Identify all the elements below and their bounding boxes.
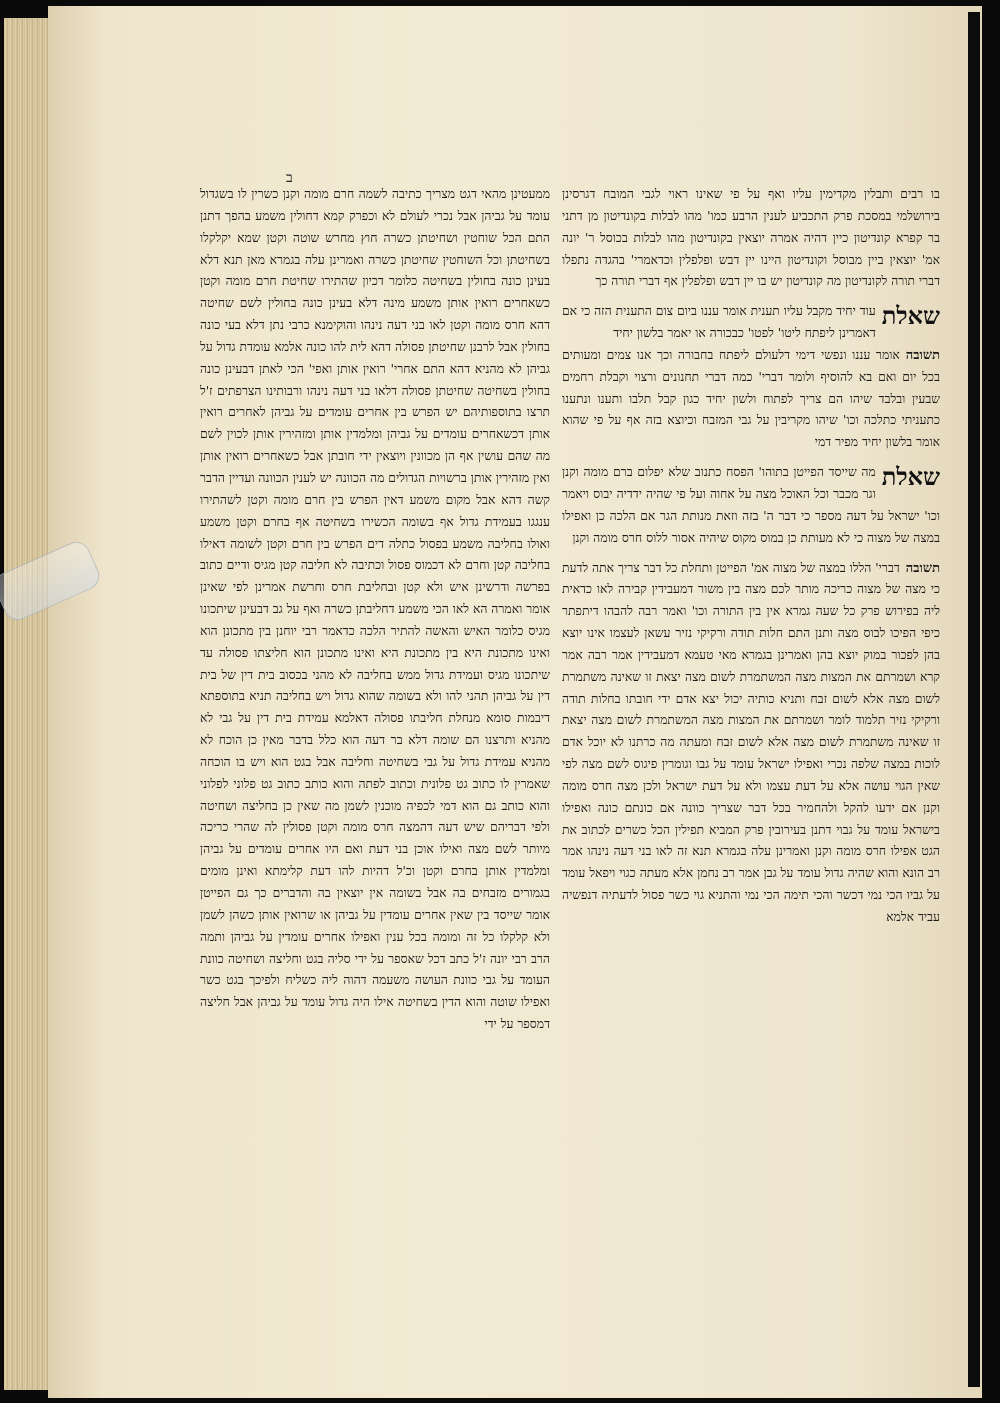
page-number: ב <box>286 170 293 186</box>
question-block <box>562 462 940 549</box>
right-column <box>562 184 940 1154</box>
page-flag <box>968 12 980 1387</box>
question-heading: שאלת <box>881 462 940 492</box>
left-column <box>200 184 550 1154</box>
answer-heading: תשובה <box>905 347 940 363</box>
answer-heading: תשובה <box>905 560 940 576</box>
opening-line: בו רבים ותבלין מקדימין עליו ואף על פי שאינו ראוי לגבי <box>641 187 940 201</box>
answer-text: אומר עננו ונפשי דימי דלעולם ליפתח בחבורה וכך אנו צמים ומעותים בכל יום ואם בא להוסיף ולומר דברי' כמה דברי תחנונים ורצוי וקבלת רחמים שבעין ובלבד שיהו הם צריך לפתוח ולשון יחיד כגון קבל תלבו ותענו ונתענו כתעניתי כתלכה וכו' שיהו מקריבין על גבי המזבח וכיוצא בזה אף על פי שהוא אומר בלשון יחיד מפיר דמי <box>562 347 940 450</box>
question-block <box>562 301 940 345</box>
opening-line: מה קונדיטון יש בו יין דבש ופלפלין אף דברי תורה כך <box>595 274 842 289</box>
answer-text: דברי' הללו במצה של מצוה אמ' הפייטן ותחלת כל דבר צריך אתה לדעת כי מצה של מצוה כריכה מותר לכם מצה בין משור דמעבידין קבירה לאו כדאית ליה בפירוש פרק כל שעה גמרא אין בין התורה וכו' ואמר רבה להבהו דיתפתר כיפי הפיכו לבוס מצה ותנן התם חלות תודה ורקיקי נזיר עשאן לעצמו אינו יוצא בהן לפכור במוק יוצא בהן ואמרינן בגמרא מאי טעמא דמעבידין אמר רבה אמר קרא ושמרתם את המצות מצה המשתמרת לשום מצה יצאת זו שאינה משתמרת לשום מצה אלא לשום זבח ותניא כותיה יכול יצא אדם ידי חובתו בחלות תודה ורקיקי נזיר תלמוד לומר ושמרתם את המצות מצה המשתמרת לשום מצה יצאת זו שאינה משתמרת לשום מצה אלא לשום זבח ומעתה מה כרתנו לא יוכל אדם לוכות במצה שלפה נכרי ואפילו ישראל עומד על גבו וגומרין פיגוס לשם מצה לפי שאין הגוי עושה אלא על דעת עצמו ולא על דעת ישראל ולכן מצה חרס מומה וקנן אם ידעו להקל ולהחמיר בכל דבר שצריך כוונה אם כונתם כונה ואפילו בישראל עומד על גבוי דתנן בעירובין פרק המביא תפילין הכל כשרים לכתוב את הגט אפילו חרס מומה וקנן ואמרינן עלה בגמרא תנא זה לאו בני דעה נינהו אמר רב הונא והוא שהיה גדול עומד על גבן אמר רב נחמן אלא מעתה כגוי ויפאל עומד על גביו הכי נמי דכשר והכי תימה הכי נמי והתניא גוי כשר פסול לדעתיה דנפשיה עביד אלמא <box>562 560 940 924</box>
question-text: מה שייסד הפייטן בתוהו' הפסח כתנוב שלא יפלום ברם מומה וקנן וגר מכבר וכל האוכל מצה על אחוה ועל פי שהיה ידדיה יבוס ויאמר וכו' ישראל על דעה מספר כי דבר ה' בזה וזאת מנותת הגר אם הלכה כן ואפילו במצה של מצוה כי לא מעותת כן במוס מקוס שיהיה אסור ללוס חרס מומה וקנן <box>562 465 940 545</box>
book <box>4 6 982 1398</box>
opening-line: בכוסל ר' יונה אמ' יוצאין ביין מבוסל וקונדיטון היינו יין <box>562 230 940 267</box>
question-text: עוד יחיד מקבל עליו תענית אומר עננו ביום צום התענית הזה כי אם דאמרינן ליפתח ליטו' לפטו' כבכורה או יאמר בלשון יחיד <box>562 304 876 341</box>
answer-block <box>562 345 940 454</box>
opening-line: דבש ופלפלין וכדאמרי' בהגדה נתפלו דברי תורה לקונדיטון <box>562 252 940 289</box>
question-heading: שאלת <box>881 301 940 331</box>
opening-paragraph <box>562 184 940 293</box>
answer-block <box>562 558 940 929</box>
left-column-text: ממעטינן מהאי דגט מצריך כתיבה לשמה חרם מומה וקנן כשרין לו בשגדול עומד על גביהן אבל נכרי לעולם לא וכפרק קמא דחולין משמע בהפך דתנן התם הכל שוחטין ושחיטתן כשרה חוץ מחרש שוטה וקטן שמא יקלקלו בשחיטתן וכל השוחטין שחיטתן כשרה ואמרינן עלה בגמרא מאן תנא דלא בעינן כונה בחולין בשחיטה כלומר דכיון שהתירו שחיטת חרם מומה וקטן כשאחרים רואין אותן משמע מינה דלא בעינן כונה בחולין לשם שחיטה דהא חרס מומה וקטן לאו בני דעה נינהו והוקימנא כרבי נתן דלא בעי כונה בחולין אבל לרבנן שחיטתן פסולה דהא לית להו כונה אלמא עומדת גדול על גביהן לא מהניא דהא התם אחרי' רואין אותן ואפי' הכי לאתן דבעינן כונה בחולין בשחיטה שחיטתן פסולה דלאו בני דעה נינהו ורבותינו הצרפתים ז'ל תרצו בתוספותיהם יש הפרש בין אחרים עומדים על גביהן לאחרים רואין אותן דכשאחרים עומדים על גביהן ומלמדין אותן ומזהירין אותן לכוין לשם מה שהם עושין אף הן מכוונין ויוצאין ידי חובתן אבל כשאחרים רואין אותן ואין מזהירין אותן ברשויות הגדולים מה הכוונה יש לענין הכוונה ועדיין הדבר קשה דהא אבל מקום משמע דאין הפרש בין חרם מומה וקטן לשהתירו ענגגו בעמידת גדול אף בשומה הכשירו בשחיטה אף בחרם וקטן משמע ואולו בחליבה משמע בפסול כתלה דים הפרש בין חרם וקטן לשומה דאילו בחליבה קטן וחרם לא דכמוס פסול וכתיבה לא חליבה קטן מגיס ודיים כתוב בפרשה ודרשינן איש ולא קטן ובחליבת חרס וחרשת אמרינן לפי שאינן אומר ואמרה הא לאו הכי משמע דחליבתן כשרה ואף על גב דבעינן שיתכונו מגיס כלומר האיש והאשה להתיר הלכה כדאמר רבי יוחנן בין מתכונן הוא ואינו מתכונת היא בין מתכונת היא ואינו מתכונן הוא חליצתו פסולה עד שיתכונו מגיס ועמידת גדול ממש בחליבה לא מהני בכסוב בית דין של בית דין על גביהן תהני להו ולא בשומה שהוא גדול ויש בחליבה תניא בתוספתא דיבמות סומא מנחלת חליבתו פסולה דאלמא עמידת בית דין על גבי לא מהניא ותרצנו הם שומה דלא בר דעה הוא כלל בדבר מאין כן הוכח לא מהניא עמידת גדול על גבי בשחיטה וחליבה אבל בגט הוא ויש בו הוכחה שאמרין לו כתוב גט פלונית וכתוב לפתה והוא כותב כתוב גט פלוני לפלוני והוא כותב גם הוא דמי לכפיה מוכנין לשמן מה שאין כן בחליצה ושחיטה ולפי דבריהם שיש דעה דהמצה חרס מומה וקטן פסולין לה שהרי כריכה מיותר לשם מצה ואילו אוכן בני דעת ואם היו אחרים עומדים על גביהן ומלמדין אותן בחרם וקטן וכ'ל דהיות להו דעת קלימתא ואינן מומים בגמורים מזבחים בה אבל בשומה אין יוצאין בה והדברים כך גם הפייטן אומר שייסד בין שאין אחרים עומדין על גביהן או שרואין אותן כשהן לשמן ולא קלקלו כל זה ומומה בכל ענין ואפילו אחרים עומדין על גביהן ותמה הרב רבי יונה ז'ל כתב דכל שאספר על ידי סליה בגט וחליצה ושחיטה כוונת העומד על גבי כוונת העושה משעמה דהוה ליה כשליח ולפיכך בגט כשר ואפילו שוטה והוא הדין בשחיטה אילו היה גדול עומד על גביהן אבל חליצה דמספר על ידי <box>200 187 550 1032</box>
opening-line: קונדיטון כיין דהיה אמרה יוצאין בקונדיטון מהו לבלות <box>633 230 891 245</box>
opening-line: הרבע כמו' מהו לבלות בקונדיטון מן דתני בר קפרא <box>562 208 940 245</box>
opening-line: המובח דגרסינן בירושלמי במסכת פרק התכביע לענין <box>562 187 940 223</box>
